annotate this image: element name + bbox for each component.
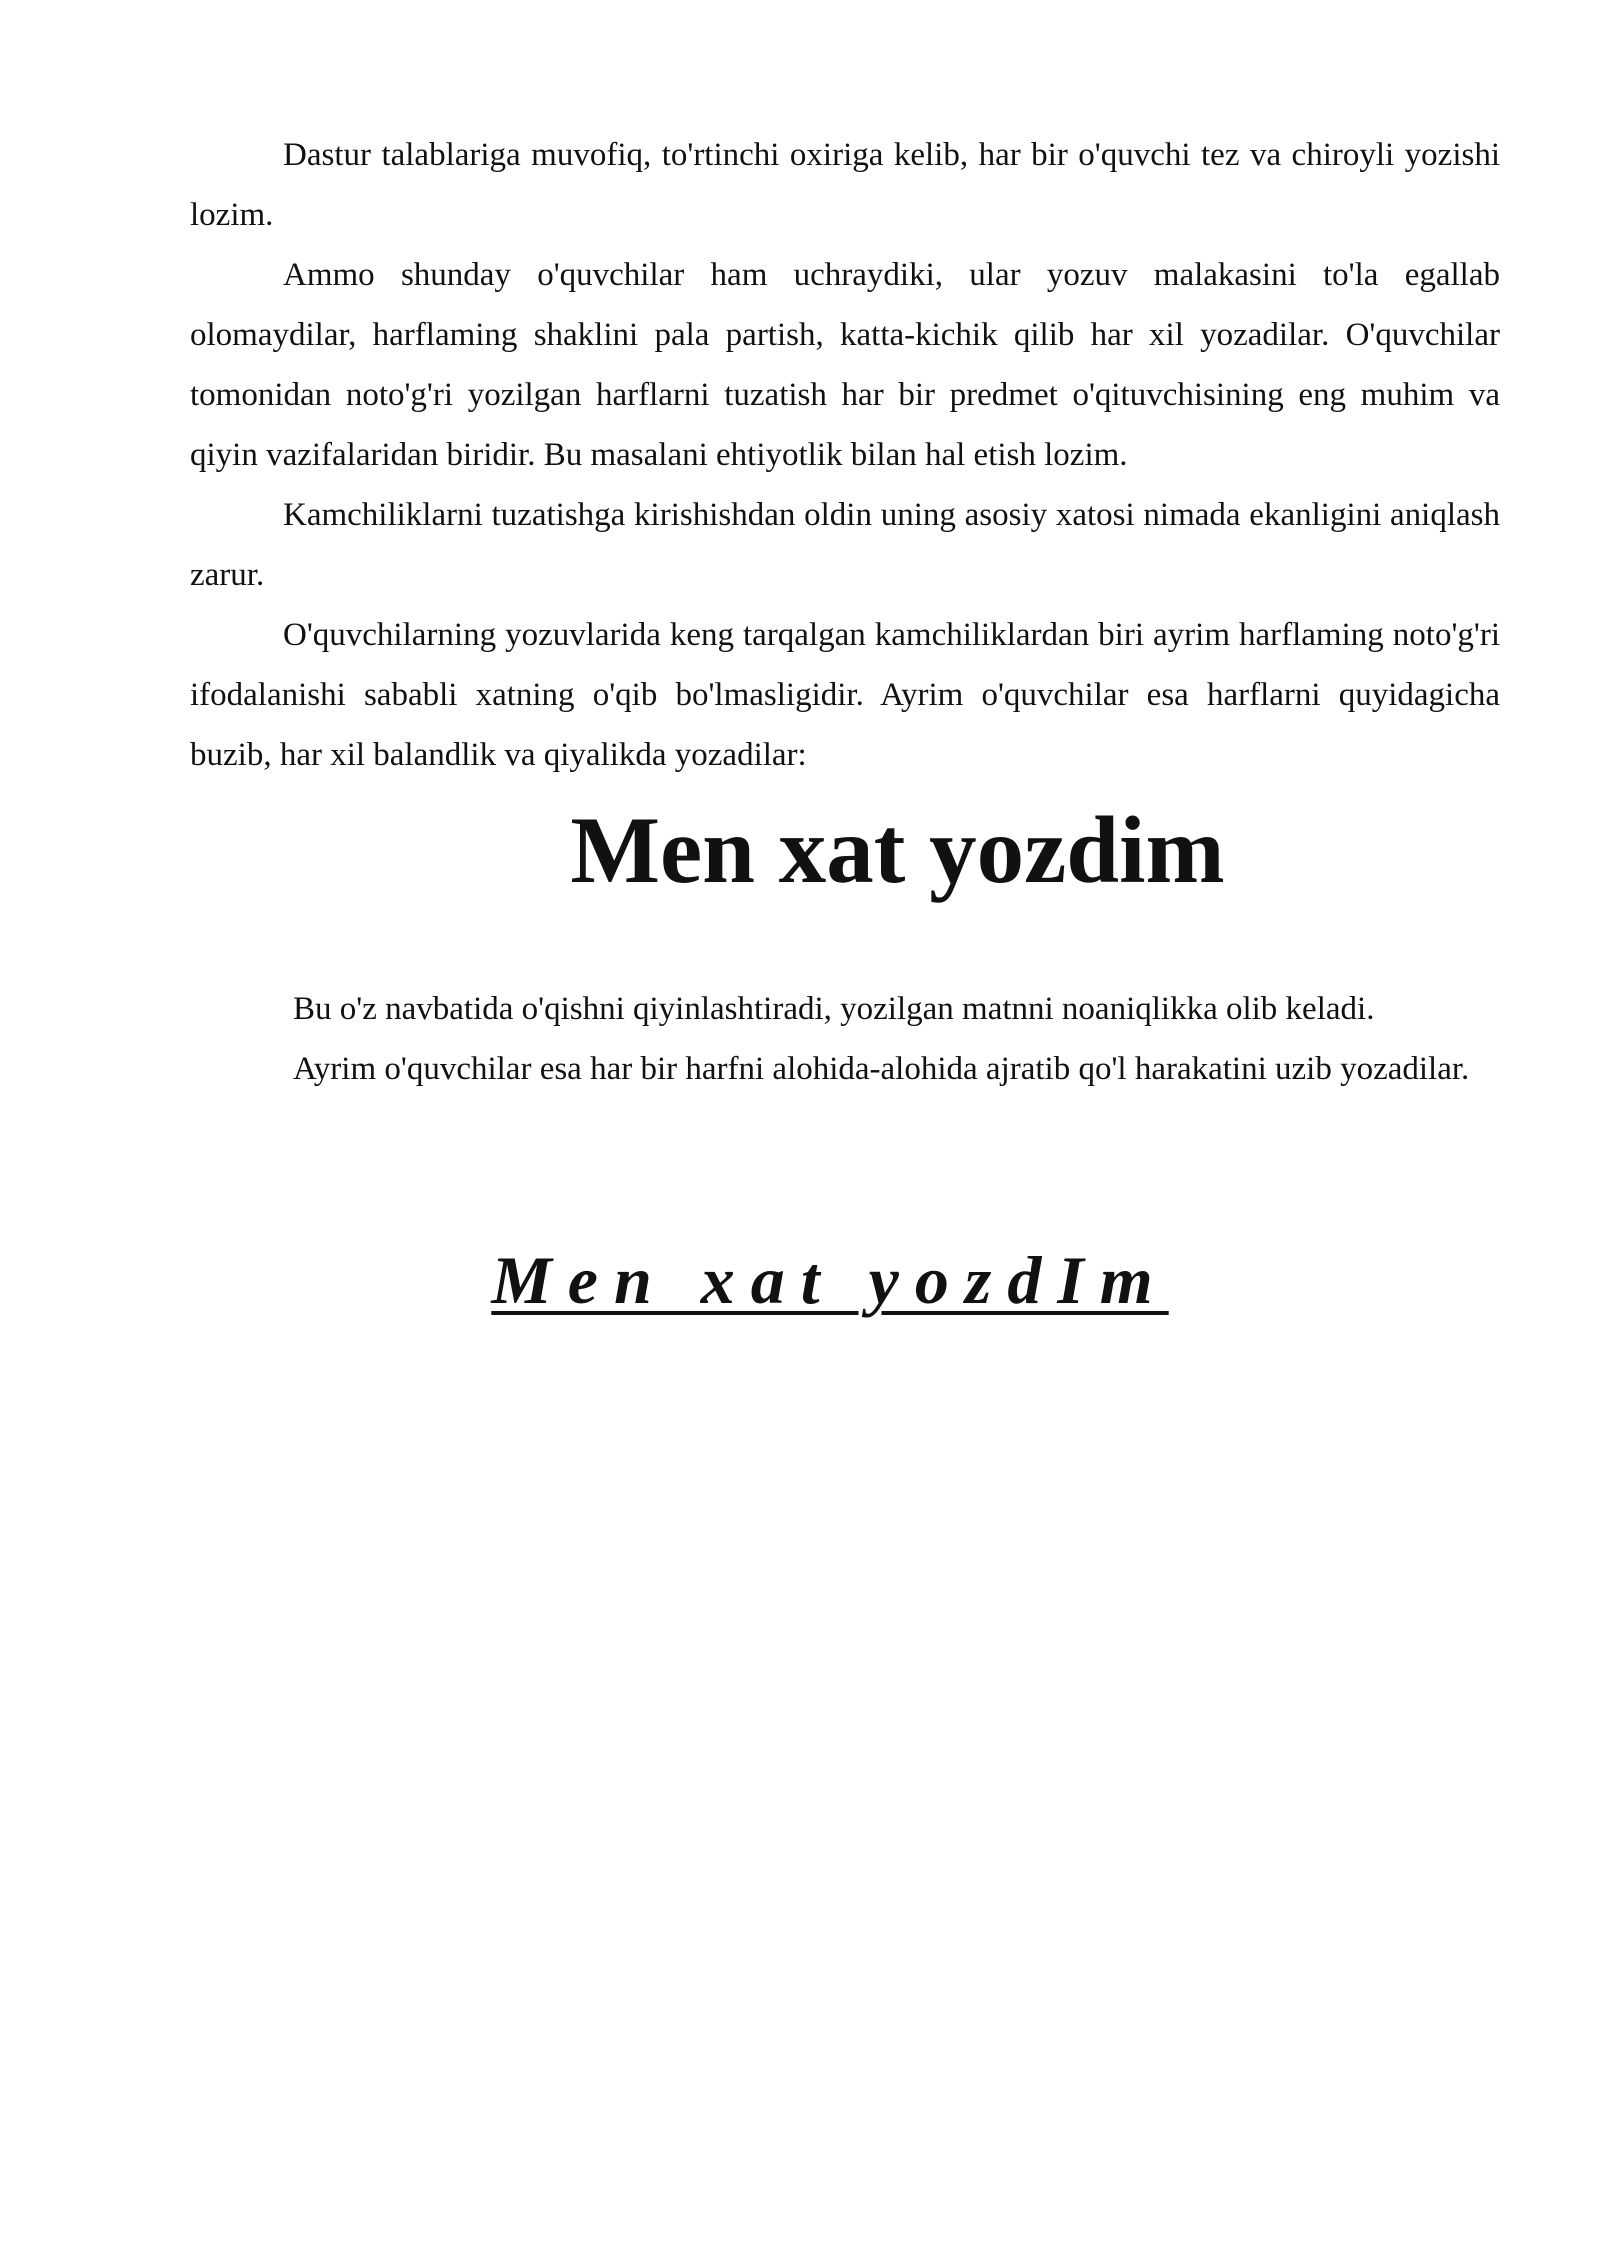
- sample-1-text: Men xat yozdim: [570, 797, 1225, 903]
- paragraph-6: Ayrim o'quvchilar esa har bir harfni alohida-alohida ajratib qo'l harakatini uzib yozadilar.: [293, 1051, 1470, 1087]
- paragraph-2: Ammo shunday o'quvchilar ham uchraydiki, ular yozuv malakasini to'la egallab olomaydilar, harflaming shaklini pala partish, katta-kichik qilib har xil yozadilar. O'quvchilar tomonidan noto'g'ri yozilgan harflarni tuzatish har bir predmet o'qituvchisining eng muhim va qiyin vazifalaridan biridir. Bu masalani ehtiyotlik bilan hal etish lozim.: [190, 257, 1500, 473]
- handwriting-sample-2: [0, 1230, 1600, 1330]
- sample-2-text: Men xat yozdIm: [491, 1242, 1169, 1318]
- paragraph-1: Dastur talablariga muvofiq, to'rtinchi oxiriga kelib, har bir o'quvchi tez va chiroyli yozishi lozim.: [190, 137, 1500, 233]
- paragraph-5: Bu o'z navbatida o'qishni qiyinlashtiradi, yozilgan matnni noaniqlikka olib keladi.: [293, 991, 1375, 1027]
- paragraph-3: Kamchiliklarni tuzatishga kirishishdan oldin uning asosiy xatosi nimada ekanligini aniqlash zarur.: [190, 497, 1500, 593]
- top-text-block: [190, 125, 1500, 785]
- paragraph-4: O'quvchilarning yozuvlarida keng tarqalgan kamchiliklardan biri ayrim harflaming noto'g'ri ifodalanishi sababli xatning o'qib bo'lmasligidir. Ayrim o'quvchilar esa harflarni quyidagicha buzib, har xil balandlik va qiyalikda yozadilar:: [190, 617, 1500, 773]
- bottom-text-block: [190, 979, 1500, 1099]
- handwriting-sample-1: [0, 790, 1600, 910]
